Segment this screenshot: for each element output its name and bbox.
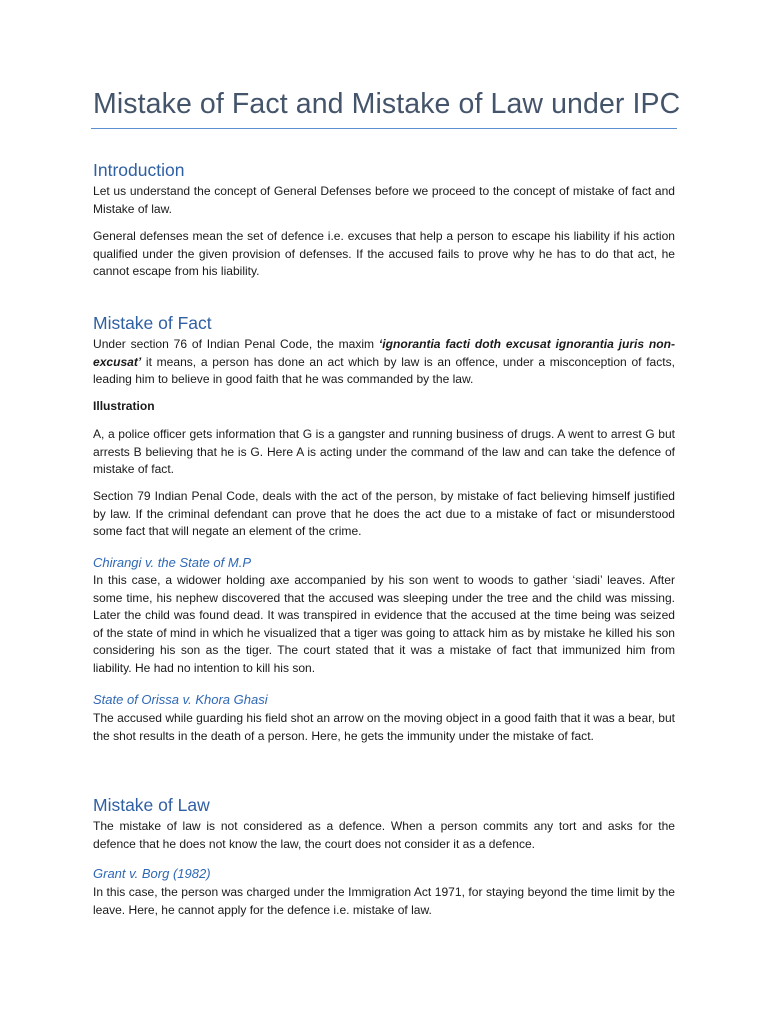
section-79-paragraph: Section 79 Indian Penal Code, deals with the act of the person, by mistake of fact believing himself justified by law. If the criminal defendant can prove that he does the act due to a mistake of fact or misunderstood some fact that will negate an element of the crime. (93, 489, 675, 538)
heading-mistake-of-fact: Mistake of Fact (93, 313, 212, 333)
illustration-paragraph: A, a police officer gets information that G is a gangster and running business of drugs. A went to arrest G but arrests B believing that he is G. Here A is acting under the command of the law and can take the defence of mistake of fact. (93, 427, 675, 476)
law-paragraph-1: The mistake of law is not considered as a defence. When a person commits any tort and asks for the defence that he does not know the law, the court does not consider it as a defence. (93, 819, 675, 851)
case-text-grant-v-borg: In this case, the person was charged under the Immigration Act 1971, for staying beyond the time limit by the leave. Here, he cannot apply for the defence i.e. mistake of law. (93, 885, 675, 917)
heading-mistake-of-law: Mistake of Law (93, 795, 210, 815)
maxim-text: ‘ignorantia facti doth excusat ignorantia juris non-excusat’ (93, 337, 675, 369)
heading-introduction: Introduction (93, 160, 185, 180)
intro-paragraph-2: General defenses mean the set of defence i.e. excuses that help a person to escape his liability if his action qualified under the given provision of defenses. If the accused fails to prove why he has to do that act, he cannot escape from his liability. (93, 229, 675, 278)
fact-paragraph-lead: Under section 76 of Indian Penal Code, the maxim (93, 337, 379, 351)
case-title-khora-ghasi: State of Orissa v. Khora Ghasi (93, 692, 268, 707)
fact-paragraph-maxim (93, 336, 675, 389)
case-text-khora-ghasi: The accused while guarding his field shot an arrow on the moving object in a good faith that it was a bear, but the shot results in the death of a person. Here, he gets the immunity under the mistake of fact. (93, 711, 675, 743)
title-underline (91, 128, 677, 129)
case-text-chirangi: In this case, a widower holding axe accompanied by his son went to woods to gather ‘siadi’ leaves. After some time, his nephew discovered that the accused was sleeping under the tree and the child was missing. Later the child was found dead. It was transpired in evidence that the accused at the time being was seized of the state of mind in which he visualized that a tiger was going to attack him as by mistake he killed his son considering his son as the tiger. The court stated that it was a mistake of fact that immunized him from liability. He had no intention to kill his son. (93, 573, 675, 675)
fact-paragraph-rest: it means, a person has done an act which by law is an offence, under a misconception of facts, leading him to believe in good faith that he was commanded by the law. (93, 354, 675, 386)
illustration-label: Illustration (93, 399, 155, 413)
case-title-grant-v-borg: Grant v. Borg (1982) (93, 866, 211, 881)
document-title: Mistake of Fact and Mistake of Law under IPC (93, 88, 681, 120)
case-title-chirangi: Chirangi v. the State of M.P (93, 555, 251, 570)
intro-paragraph-1: Let us understand the concept of General Defenses before we proceed to the concept of mistake of fact and Mistake of law. (93, 184, 675, 216)
